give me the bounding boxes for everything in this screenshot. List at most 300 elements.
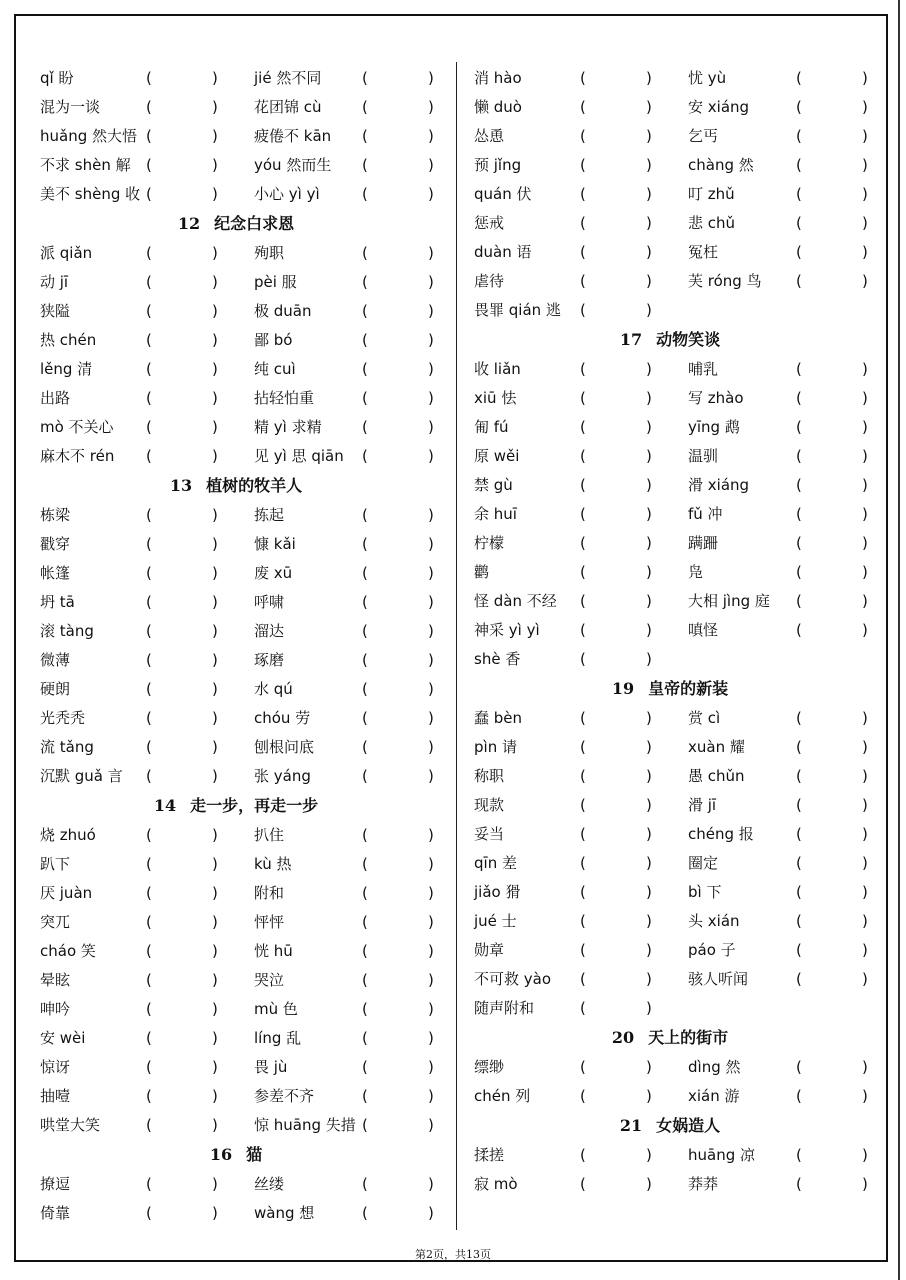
answer-paren-open: ( [580, 272, 586, 290]
answer-paren-close: ) [862, 883, 868, 901]
exercise-row [470, 965, 870, 994]
answer-paren-open: ( [580, 738, 586, 756]
answer-paren-open: ( [146, 1000, 152, 1018]
answer-paren-open: ( [146, 244, 152, 262]
answer-paren-close: ) [212, 1000, 218, 1018]
answer-paren-open: ( [362, 1087, 368, 1105]
exercise-word: 怪 dàn 不经 [474, 592, 557, 610]
answer-paren-close: ) [428, 1029, 434, 1047]
exercise-word: yīng 鹉 [688, 418, 740, 436]
answer-paren-open: ( [362, 506, 368, 524]
section-number: 19 [611, 679, 635, 698]
exercise-row [470, 936, 870, 965]
answer-paren-open: ( [146, 1204, 152, 1222]
answer-paren-close: ) [646, 360, 652, 378]
exercise-row [36, 384, 436, 413]
exercise-word: 懒 duò [474, 98, 522, 116]
exercise-word: 大相 jìng 庭 [688, 592, 770, 610]
answer-paren-open: ( [796, 156, 802, 174]
exercise-word: 热 chén [40, 331, 97, 349]
answer-paren-close: ) [862, 912, 868, 930]
answer-paren-open: ( [796, 272, 802, 290]
answer-paren-open: ( [362, 564, 368, 582]
answer-paren-close: ) [428, 651, 434, 669]
answer-paren-close: ) [862, 127, 868, 145]
answer-paren-close: ) [212, 69, 218, 87]
exercise-row [470, 122, 870, 151]
exercise-row [470, 762, 870, 791]
left-column [36, 64, 436, 1228]
answer-paren-open: ( [580, 709, 586, 727]
exercise-row [36, 675, 436, 704]
answer-paren-close: ) [646, 709, 652, 727]
exercise-word: 扒住 [254, 826, 285, 844]
answer-paren-close: ) [428, 942, 434, 960]
answer-paren-close: ) [862, 534, 868, 552]
answer-paren-close: ) [862, 69, 868, 87]
exercise-row [36, 151, 436, 180]
answer-paren-open: ( [146, 302, 152, 320]
answer-paren-open: ( [146, 185, 152, 203]
exercise-word: 凫 [688, 563, 704, 581]
answer-paren-open: ( [580, 69, 586, 87]
answer-paren-close: ) [428, 389, 434, 407]
exercise-row [470, 616, 870, 645]
answer-paren-open: ( [146, 651, 152, 669]
exercise-row [470, 267, 870, 296]
section-heading [36, 209, 436, 239]
exercise-word: 废 xū [254, 564, 293, 582]
answer-paren-close: ) [212, 418, 218, 436]
answer-paren-open: ( [146, 331, 152, 349]
answer-paren-open: ( [796, 214, 802, 232]
answer-paren-close: ) [428, 913, 434, 931]
answer-paren-close: ) [428, 127, 434, 145]
answer-paren-open: ( [146, 564, 152, 582]
answer-paren-open: ( [580, 883, 586, 901]
answer-paren-open: ( [580, 650, 586, 668]
answer-paren-open: ( [796, 563, 802, 581]
exercise-row [470, 645, 870, 674]
answer-paren-close: ) [862, 796, 868, 814]
answer-paren-open: ( [362, 622, 368, 640]
exercise-word: 刨根问底 [254, 738, 315, 756]
answer-paren-close: ) [212, 593, 218, 611]
answer-paren-open: ( [146, 1175, 152, 1193]
answer-paren-open: ( [362, 1175, 368, 1193]
exercise-word: 光秃秃 [40, 709, 86, 727]
answer-paren-close: ) [862, 563, 868, 581]
answer-paren-close: ) [212, 884, 218, 902]
answer-paren-open: ( [146, 447, 152, 465]
section-number: 21 [619, 1116, 643, 1135]
answer-paren-close: ) [428, 244, 434, 262]
answer-paren-open: ( [580, 970, 586, 988]
answer-paren-open: ( [362, 185, 368, 203]
answer-paren-open: ( [146, 680, 152, 698]
exercise-row [470, 907, 870, 936]
section-title: 纪念白求恩 [214, 214, 295, 233]
answer-paren-close: ) [212, 331, 218, 349]
exercise-row [36, 1170, 436, 1199]
answer-paren-close: ) [862, 738, 868, 756]
exercise-word: 拈轻怕重 [254, 389, 315, 407]
exercise-row [470, 1170, 870, 1199]
exercise-row [470, 820, 870, 849]
exercise-word: 混为一谈 [40, 98, 101, 116]
exercise-word: 赏 cì [688, 709, 721, 727]
answer-paren-open: ( [362, 942, 368, 960]
exercise-word: 叮 zhǔ [688, 185, 735, 203]
column-divider [456, 62, 457, 1230]
exercise-word: 沉默 guǎ 言 [40, 767, 123, 785]
answer-paren-open: ( [796, 825, 802, 843]
answer-paren-open: ( [580, 156, 586, 174]
answer-paren-close: ) [212, 447, 218, 465]
exercise-word: cháo 笑 [40, 942, 96, 960]
answer-paren-close: ) [646, 941, 652, 959]
answer-paren-open: ( [580, 127, 586, 145]
exercise-word: 神采 yì yì [474, 621, 540, 639]
exercise-word: shè 香 [474, 650, 521, 668]
answer-paren-open: ( [796, 505, 802, 523]
section-title: 皇帝的新装 [648, 679, 729, 698]
answer-paren-close: ) [646, 447, 652, 465]
answer-paren-close: ) [212, 855, 218, 873]
exercise-word: 精 yì 求精 [254, 418, 322, 436]
exercise-row [470, 93, 870, 122]
exercise-row [36, 1024, 436, 1053]
answer-paren-close: ) [428, 535, 434, 553]
exercise-word: 莽莽 [688, 1175, 719, 1193]
answer-paren-open: ( [580, 301, 586, 319]
answer-paren-open: ( [146, 273, 152, 291]
answer-paren-close: ) [862, 709, 868, 727]
answer-paren-close: ) [212, 709, 218, 727]
section-number: 12 [177, 214, 201, 233]
exercise-word: 美不 shèng 收 [40, 185, 141, 203]
exercise-word: 呼啸 [254, 593, 285, 611]
exercise-row [36, 326, 436, 355]
exercise-row [470, 209, 870, 238]
exercise-row [470, 1053, 870, 1082]
exercise-row [36, 617, 436, 646]
exercise-row [36, 1053, 436, 1082]
answer-paren-close: ) [646, 69, 652, 87]
exercise-word: 勋章 [474, 941, 505, 959]
exercise-word: 殉职 [254, 244, 285, 262]
answer-paren-close: ) [646, 767, 652, 785]
answer-paren-close: ) [428, 331, 434, 349]
answer-paren-close: ) [646, 563, 652, 581]
exercise-word: chéng 报 [688, 825, 754, 843]
answer-paren-close: ) [862, 418, 868, 436]
right-column [470, 64, 870, 1199]
answer-paren-open: ( [146, 69, 152, 87]
answer-paren-close: ) [646, 796, 652, 814]
exercise-word: 虐待 [474, 272, 505, 290]
exercise-word: 乞丐 [688, 127, 719, 145]
exercise-word: 冤枉 [688, 243, 719, 261]
answer-paren-open: ( [580, 767, 586, 785]
exercise-word: 出路 [40, 389, 71, 407]
exercise-row [36, 355, 436, 384]
exercise-word: qǐ 盼 [40, 69, 74, 87]
exercise-word: 突兀 [40, 913, 71, 931]
answer-paren-open: ( [580, 1146, 586, 1164]
exercise-row [36, 239, 436, 268]
exercise-row [36, 297, 436, 326]
exercise-row [36, 559, 436, 588]
exercise-word: 余 huī [474, 505, 517, 523]
exercise-word: 芙 róng 鸟 [688, 272, 762, 290]
answer-paren-close: ) [646, 854, 652, 872]
answer-paren-open: ( [146, 855, 152, 873]
exercise-row [470, 238, 870, 267]
answer-paren-open: ( [580, 243, 586, 261]
exercise-word: 帐篷 [40, 564, 71, 582]
section-heading [36, 1140, 436, 1170]
exercise-word: 疲倦不 kān [254, 127, 332, 145]
exercise-word: 趴下 [40, 855, 71, 873]
exercise-row [470, 704, 870, 733]
answer-paren-close: ) [646, 98, 652, 116]
answer-paren-close: ) [428, 564, 434, 582]
answer-paren-close: ) [212, 273, 218, 291]
exercise-row [470, 849, 870, 878]
exercise-word: 禁 gù [474, 476, 513, 494]
exercise-word: 恍 hū [254, 942, 293, 960]
exercise-word: 蹒跚 [688, 534, 719, 552]
answer-paren-close: ) [862, 767, 868, 785]
answer-paren-close: ) [646, 389, 652, 407]
answer-paren-open: ( [796, 389, 802, 407]
answer-paren-close: ) [862, 360, 868, 378]
exercise-word: 鹳 [474, 563, 490, 581]
answer-paren-close: ) [428, 1204, 434, 1222]
answer-paren-open: ( [362, 447, 368, 465]
exercise-word: 慷 kǎi [254, 535, 296, 553]
answer-paren-open: ( [146, 360, 152, 378]
answer-paren-close: ) [862, 1058, 868, 1076]
exercise-row [36, 588, 436, 617]
exercise-word: 附和 [254, 884, 285, 902]
exercise-word: 滚 tàng [40, 622, 94, 640]
answer-paren-close: ) [862, 825, 868, 843]
answer-paren-close: ) [646, 825, 652, 843]
answer-paren-close: ) [862, 1087, 868, 1105]
exercise-word: 称职 [474, 767, 505, 785]
page-footer: 第2页，共13页 [415, 1248, 491, 1261]
answer-paren-open: ( [362, 913, 368, 931]
exercise-word: 呻吟 [40, 1000, 71, 1018]
answer-paren-close: ) [428, 156, 434, 174]
answer-paren-open: ( [146, 767, 152, 785]
exercise-word: 不求 shèn 解 [40, 156, 131, 174]
exercise-row [36, 268, 436, 297]
answer-paren-open: ( [362, 418, 368, 436]
exercise-word: 参差不齐 [254, 1087, 315, 1105]
exercise-word: 收 liǎn [474, 360, 521, 378]
exercise-row [36, 879, 436, 908]
exercise-word: xiū 怯 [474, 389, 517, 407]
exercise-word: wàng 想 [254, 1204, 315, 1222]
answer-paren-open: ( [580, 854, 586, 872]
answer-paren-close: ) [428, 273, 434, 291]
exercise-row [36, 501, 436, 530]
answer-paren-open: ( [146, 738, 152, 756]
exercise-word: 消 hào [474, 69, 522, 87]
exercise-row [36, 646, 436, 675]
answer-paren-close: ) [646, 476, 652, 494]
answer-paren-close: ) [212, 302, 218, 320]
exercise-word: 随声附和 [474, 999, 535, 1017]
answer-paren-open: ( [796, 1146, 802, 1164]
answer-paren-close: ) [212, 127, 218, 145]
exercise-word: huāng 凉 [688, 1146, 756, 1164]
answer-paren-open: ( [146, 1058, 152, 1076]
exercise-word: jiǎo 猾 [474, 883, 521, 901]
exercise-word: 畏罪 qián 逃 [474, 301, 561, 319]
section-number: 13 [169, 476, 193, 495]
exercise-word: huǎng 然大悟 [40, 127, 138, 145]
exercise-row [470, 791, 870, 820]
exercise-row [36, 1111, 436, 1140]
exercise-word: 愚 chǔn [688, 767, 745, 785]
exercise-row [470, 355, 870, 384]
exercise-row [470, 558, 870, 587]
exercise-row [470, 64, 870, 93]
answer-paren-close: ) [646, 883, 652, 901]
answer-paren-open: ( [796, 69, 802, 87]
exercise-word: 惊讶 [40, 1058, 71, 1076]
answer-paren-close: ) [212, 1175, 218, 1193]
exercise-row [36, 413, 436, 442]
exercise-word: 匍 fú [474, 418, 509, 436]
exercise-word: 写 zhào [688, 389, 744, 407]
answer-paren-close: ) [212, 826, 218, 844]
answer-paren-close: ) [862, 1175, 868, 1193]
exercise-word: chóu 劳 [254, 709, 311, 727]
exercise-word: 小心 yì yì [254, 185, 320, 203]
answer-paren-close: ) [428, 98, 434, 116]
answer-paren-open: ( [796, 185, 802, 203]
answer-paren-close: ) [428, 1116, 434, 1134]
section-heading [470, 674, 870, 704]
answer-paren-open: ( [146, 156, 152, 174]
exercise-word: 派 qiǎn [40, 244, 93, 262]
answer-paren-open: ( [580, 360, 586, 378]
exercise-row [470, 413, 870, 442]
answer-paren-close: ) [862, 272, 868, 290]
answer-paren-open: ( [362, 273, 368, 291]
answer-paren-close: ) [862, 621, 868, 639]
exercise-word: 纯 cuì [254, 360, 296, 378]
exercise-row [470, 994, 870, 1023]
answer-paren-close: ) [212, 1204, 218, 1222]
answer-paren-open: ( [580, 1087, 586, 1105]
answer-paren-close: ) [428, 622, 434, 640]
answer-paren-open: ( [362, 1000, 368, 1018]
exercise-word: fǔ 冲 [688, 505, 723, 523]
answer-paren-close: ) [212, 767, 218, 785]
exercise-word: 畏 jù [254, 1058, 288, 1076]
answer-paren-open: ( [146, 622, 152, 640]
answer-paren-open: ( [146, 1087, 152, 1105]
exercise-word: xián 游 [688, 1087, 740, 1105]
exercise-word: 坍 tā [40, 593, 75, 611]
answer-paren-close: ) [428, 418, 434, 436]
exercise-word: 滑 xiáng [688, 476, 750, 494]
answer-paren-open: ( [146, 826, 152, 844]
answer-paren-open: ( [146, 418, 152, 436]
answer-paren-open: ( [580, 1175, 586, 1193]
answer-paren-close: ) [862, 214, 868, 232]
exercise-word: 抽噎 [40, 1087, 71, 1105]
answer-paren-open: ( [146, 98, 152, 116]
answer-paren-close: ) [212, 680, 218, 698]
answer-paren-open: ( [796, 127, 802, 145]
answer-paren-close: ) [428, 709, 434, 727]
answer-paren-open: ( [580, 505, 586, 523]
exercise-row [36, 180, 436, 209]
answer-paren-open: ( [362, 535, 368, 553]
answer-paren-close: ) [646, 650, 652, 668]
exercise-word: jué 士 [474, 912, 517, 930]
answer-paren-open: ( [146, 884, 152, 902]
exercise-word: chàng 然 [688, 156, 754, 174]
section-title: 猫 [246, 1145, 263, 1164]
answer-paren-close: ) [646, 418, 652, 436]
answer-paren-close: ) [212, 622, 218, 640]
section-title: 天上的街市 [648, 1028, 729, 1047]
exercise-word: 麻木不 rén [40, 447, 115, 465]
answer-paren-close: ) [862, 941, 868, 959]
exercise-word: 丝缕 [254, 1175, 285, 1193]
answer-paren-close: ) [428, 1058, 434, 1076]
exercise-word: 微薄 [40, 651, 71, 669]
answer-paren-open: ( [796, 738, 802, 756]
answer-paren-open: ( [580, 563, 586, 581]
answer-paren-open: ( [796, 1087, 802, 1105]
exercise-word: 溜达 [254, 622, 285, 640]
answer-paren-open: ( [580, 447, 586, 465]
section-number: 20 [611, 1028, 635, 1047]
answer-paren-close: ) [646, 999, 652, 1017]
answer-paren-open: ( [796, 854, 802, 872]
exercise-row [470, 384, 870, 413]
exercise-word: 温驯 [688, 447, 719, 465]
exercise-word: páo 子 [688, 941, 736, 959]
answer-paren-close: ) [646, 1175, 652, 1193]
exercise-word: 滑 jī [688, 796, 717, 814]
answer-paren-open: ( [362, 709, 368, 727]
answer-paren-close: ) [428, 680, 434, 698]
answer-paren-open: ( [362, 884, 368, 902]
answer-paren-close: ) [646, 301, 652, 319]
section-heading [470, 1111, 870, 1141]
answer-paren-close: ) [862, 185, 868, 203]
answer-paren-open: ( [796, 418, 802, 436]
exercise-word: yóu 然而生 [254, 156, 332, 174]
answer-paren-open: ( [362, 69, 368, 87]
exercise-word: 骇人听闻 [688, 970, 749, 988]
section-title: 动物笑谈 [656, 330, 721, 349]
exercise-row [470, 529, 870, 558]
exercise-row [36, 821, 436, 850]
answer-paren-open: ( [362, 826, 368, 844]
exercise-row [470, 1141, 870, 1170]
